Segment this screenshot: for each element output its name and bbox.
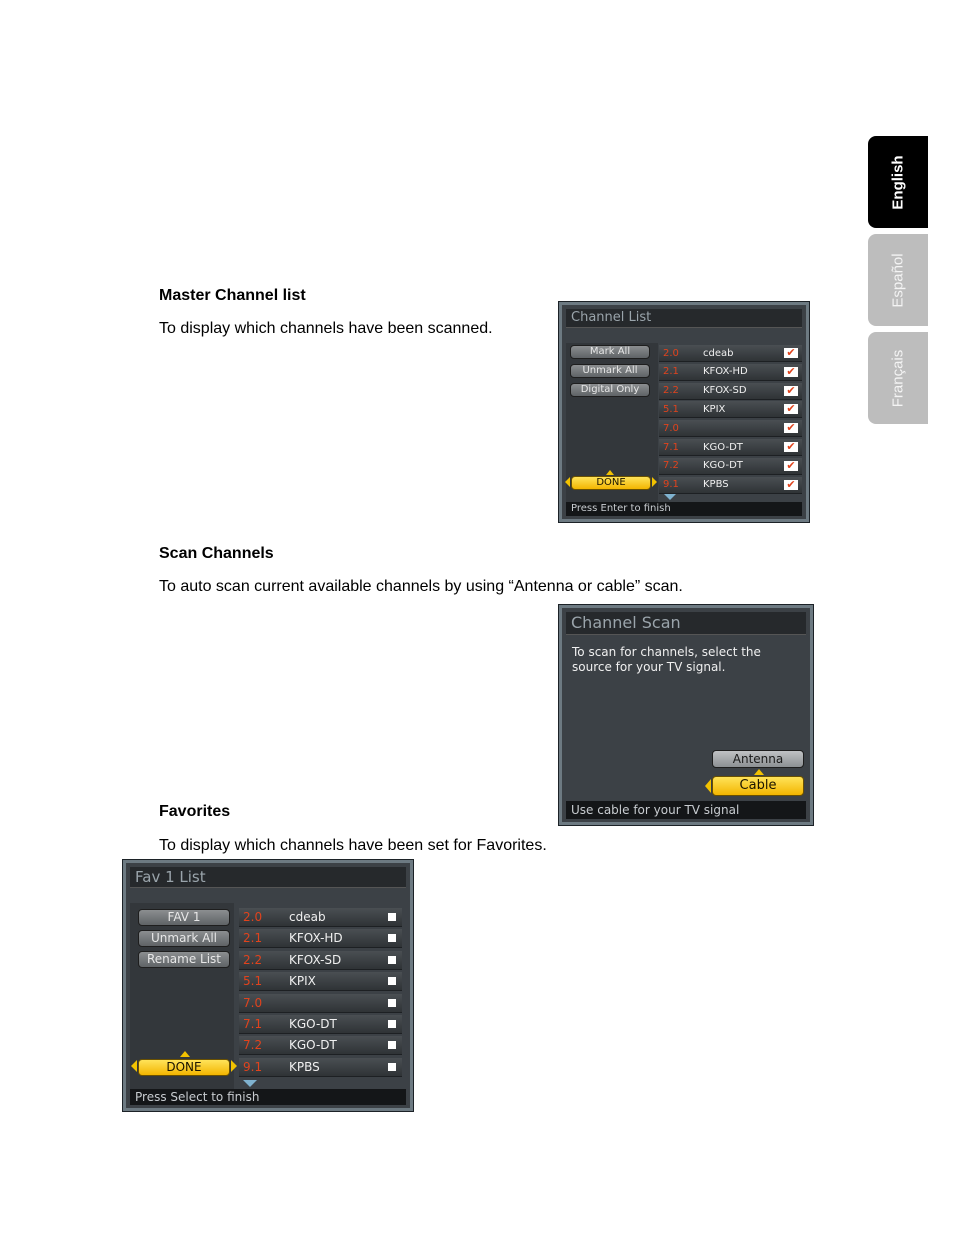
done-button[interactable]: DONE <box>571 476 651 490</box>
scroll-up-icon[interactable] <box>754 769 764 775</box>
checkbox-icon[interactable] <box>388 999 396 1007</box>
channel-row[interactable] <box>239 1036 402 1055</box>
fav-list-title: Fav 1 List <box>130 867 406 888</box>
channel-row[interactable] <box>659 477 802 494</box>
channel-number: 7.0 <box>243 995 263 1010</box>
channel-name: KPBS <box>289 1059 320 1074</box>
channel-name: KPBS <box>703 479 729 491</box>
arrow-left-icon[interactable] <box>705 779 711 793</box>
checkmark-icon[interactable]: ✔ <box>784 442 798 452</box>
checkmark-icon[interactable]: ✔ <box>784 404 798 414</box>
checkbox-icon[interactable] <box>388 977 396 985</box>
channel-name: KGO-DT <box>289 1038 337 1053</box>
tab-espanol[interactable] <box>868 234 928 326</box>
channel-number: 2.1 <box>663 366 679 378</box>
channel-number: 7.2 <box>243 1038 263 1053</box>
channel-number: 9.1 <box>663 479 679 491</box>
channel-row[interactable] <box>659 383 802 400</box>
master-channel-text: To display which channels have been scanned. <box>159 320 493 337</box>
channel-row[interactable] <box>659 458 802 475</box>
mark-all-button[interactable]: Mark All <box>570 345 650 359</box>
channel-name: KGO-DT <box>703 441 743 453</box>
channel-number: 7.2 <box>663 460 679 472</box>
channel-name: KFOX-HD <box>703 366 748 378</box>
fav1-button[interactable]: FAV 1 <box>138 909 230 926</box>
tab-francais[interactable] <box>868 332 928 424</box>
checkbox-icon[interactable] <box>388 913 396 921</box>
unmark-all-button[interactable]: Unmark All <box>138 930 230 947</box>
channel-name: KFOX-SD <box>289 952 342 967</box>
channel-row[interactable] <box>239 1015 402 1034</box>
channel-name: KPIX <box>703 403 726 415</box>
channel-list-footer: Press Enter to finish <box>566 502 802 516</box>
checkbox-icon[interactable] <box>388 956 396 964</box>
scan-channels-text: To auto scan current available channels by using “Antenna or cable” scan. <box>159 578 683 595</box>
channel-name: cdeab <box>289 910 326 924</box>
checkmark-icon[interactable]: ✔ <box>784 423 798 433</box>
tab-english[interactable] <box>868 136 928 228</box>
scan-channels-heading: Scan Channels <box>159 545 274 562</box>
channel-scan-footer: Use cable for your TV signal <box>566 801 806 819</box>
channel-number: 2.2 <box>243 952 263 967</box>
channel-row[interactable] <box>239 908 402 927</box>
channel-row[interactable] <box>659 345 802 362</box>
channel-number: 5.1 <box>243 974 263 989</box>
channel-scan-message: To scan for channels, select the source for your TV signal. <box>572 645 761 674</box>
favorites-heading: Favorites <box>159 803 231 820</box>
channel-scan-title: Channel Scan <box>566 612 806 635</box>
channel-number: 2.0 <box>243 910 263 924</box>
channel-row[interactable] <box>239 994 402 1013</box>
channel-row[interactable] <box>659 420 802 437</box>
checkbox-icon[interactable] <box>388 1020 396 1028</box>
channel-scan-screen <box>559 605 813 825</box>
tab-english-label: English <box>889 154 907 210</box>
channel-name: KPIX <box>289 974 316 989</box>
favorites-text: To display which channels have been set for Favorites. <box>159 837 547 854</box>
channel-row[interactable] <box>659 439 802 456</box>
checkbox-icon[interactable] <box>388 1063 396 1071</box>
channel-row[interactable] <box>659 401 802 418</box>
channel-number: 7.1 <box>243 1017 263 1031</box>
cable-button[interactable]: Cable <box>712 776 804 796</box>
checkbox-icon[interactable] <box>388 1041 396 1049</box>
rename-list-button[interactable]: Rename List <box>138 951 230 968</box>
checkmark-icon[interactable]: ✔ <box>784 348 798 358</box>
channel-name: KGO-DT <box>289 1017 337 1031</box>
checkmark-icon[interactable]: ✔ <box>784 386 798 396</box>
scroll-down-icon[interactable] <box>664 494 676 500</box>
checkbox-icon[interactable] <box>388 934 396 942</box>
done-button[interactable]: DONE <box>138 1059 230 1076</box>
antenna-button[interactable]: Antenna <box>712 750 804 768</box>
fav-list-screen <box>123 860 413 1111</box>
arrow-right-icon[interactable] <box>652 477 657 487</box>
arrow-left-icon[interactable] <box>565 477 570 487</box>
channel-row[interactable] <box>239 951 402 970</box>
tab-francais-label: Français <box>889 349 907 407</box>
digital-only-button[interactable]: Digital Only <box>570 383 650 397</box>
channel-number: 2.2 <box>663 385 679 397</box>
checkmark-icon[interactable]: ✔ <box>784 480 798 490</box>
channel-row[interactable] <box>239 1058 402 1077</box>
channel-number: 2.0 <box>663 347 679 359</box>
checkmark-icon[interactable]: ✔ <box>784 367 798 377</box>
checkmark-icon[interactable]: ✔ <box>784 461 798 471</box>
tab-espanol-label: Español <box>889 252 907 308</box>
channel-list-title: Channel List <box>566 309 802 328</box>
channel-list-screen <box>559 302 809 522</box>
channel-name: KFOX-HD <box>289 931 343 946</box>
master-channel-heading: Master Channel list <box>159 287 306 304</box>
channel-number: 5.1 <box>663 403 679 415</box>
fav-list-footer: Press Select to finish <box>130 1089 406 1105</box>
channel-number: 7.0 <box>663 422 679 434</box>
scroll-up-icon[interactable] <box>606 470 614 475</box>
unmark-all-button[interactable]: Unmark All <box>570 364 650 378</box>
channel-row[interactable] <box>659 364 802 381</box>
arrow-right-icon[interactable] <box>231 1060 237 1072</box>
arrow-left-icon[interactable] <box>131 1060 137 1072</box>
channel-name: cdeab <box>703 347 734 359</box>
channel-row[interactable] <box>239 929 402 948</box>
scroll-down-icon[interactable] <box>243 1080 257 1087</box>
scroll-up-icon[interactable] <box>180 1051 190 1057</box>
channel-name: KGO-DT <box>703 460 743 472</box>
channel-number: 7.1 <box>663 441 679 453</box>
channel-number: 9.1 <box>243 1059 263 1074</box>
channel-name: KFOX-SD <box>703 385 747 397</box>
channel-row[interactable] <box>239 972 402 991</box>
channel-number: 2.1 <box>243 931 263 946</box>
